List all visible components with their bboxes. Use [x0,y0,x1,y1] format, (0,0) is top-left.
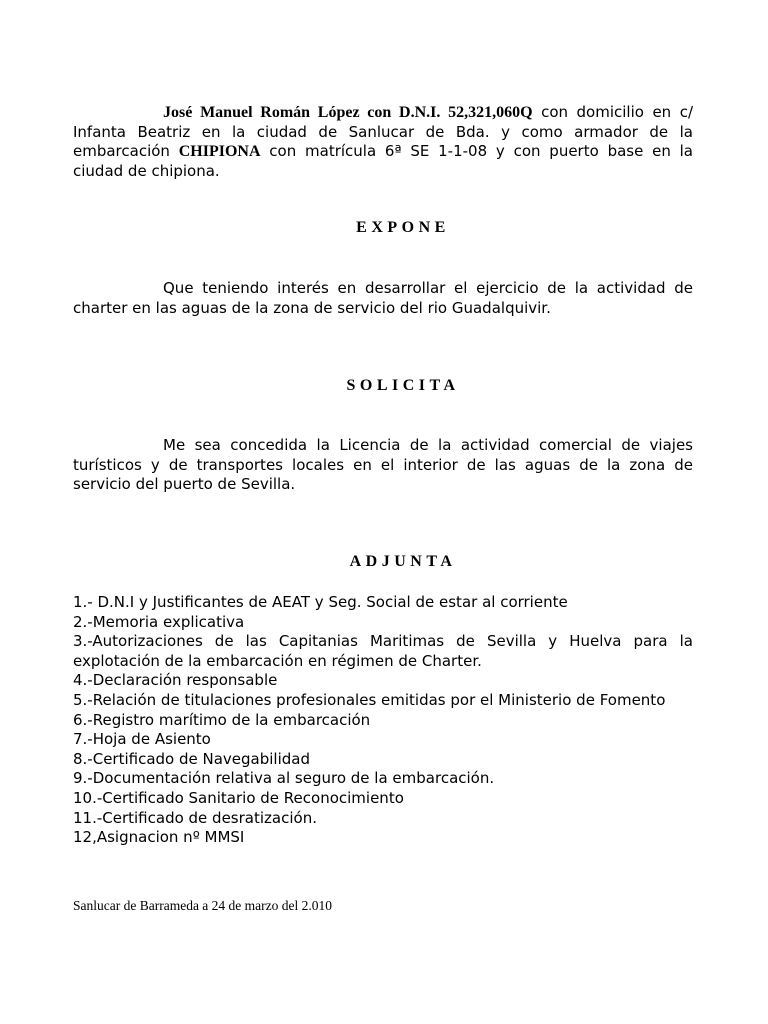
intro-paragraph [73,103,693,181]
intro-text-1: con domicilio en c/ Infanta Beatriz en la ciudad de Sanlucar de Bda. y como armador de la embarcación [73,103,693,161]
list-item: 9.-Documentación relativa al seguro de la embarcación. [73,769,495,788]
intro-text-2: con matrícula 6ª SE 1-1-08 y con puerto base en la ciudad de chipiona. [73,142,693,180]
attachments-list [73,593,693,848]
solicita-paragraph [73,436,693,495]
list-item: 4.-Declaración responsable [73,671,278,690]
list-item: 8.-Certificado de Navegabilidad [73,749,311,768]
applicant-name: José Manuel Román López con D.N.I. 52,321,060Q [163,104,533,121]
solicita-text: Me sea concedida la Licencia de la actividad comercial de viajes turísticos y de transportes locales en el interior de las aguas de la zona de servicio del puerto de Sevilla. [73,436,693,494]
expone-text: Que teniendo interés en desarrollar el ejercicio de la actividad de charter en las aguas de la zona de servicio del rio Guadalquivir. [73,279,693,317]
list-item: 7.-Hoja de Asiento [73,730,211,749]
solicita-heading: SOLICITA [346,377,460,394]
place-date: Sanlucar de Barrameda a 24 de marzo del 2.010 [73,898,333,913]
vessel-name: CHIPIONA [178,143,261,161]
list-item: 5.-Relación de titulaciones profesionales emitidas por el Ministerio de Fomento [73,690,666,709]
list-item: 3.-Autorizaciones de las Capitanias Maritimas de Sevilla y Huelva para la explotación de la embarcación en régimen de Charter. [73,632,693,670]
list-item: 10.-Certificado Sanitario de Reconocimiento [73,788,404,807]
list-item: 2.-Memoria explicativa [73,612,245,631]
list-item: 12,Asignacion nº MMSI [73,828,245,847]
list-item: 11.-Certificado de desratización. [73,808,317,827]
expone-heading: EXPONE [356,219,450,236]
adjunta-heading: ADJUNTA [349,553,457,570]
list-item: 6.-Registro marítimo de la embarcación [73,710,371,729]
expone-paragraph [73,279,693,318]
list-item: 1.- D.N.I y Justificantes de AEAT y Seg. Social de estar al corriente [73,593,568,611]
